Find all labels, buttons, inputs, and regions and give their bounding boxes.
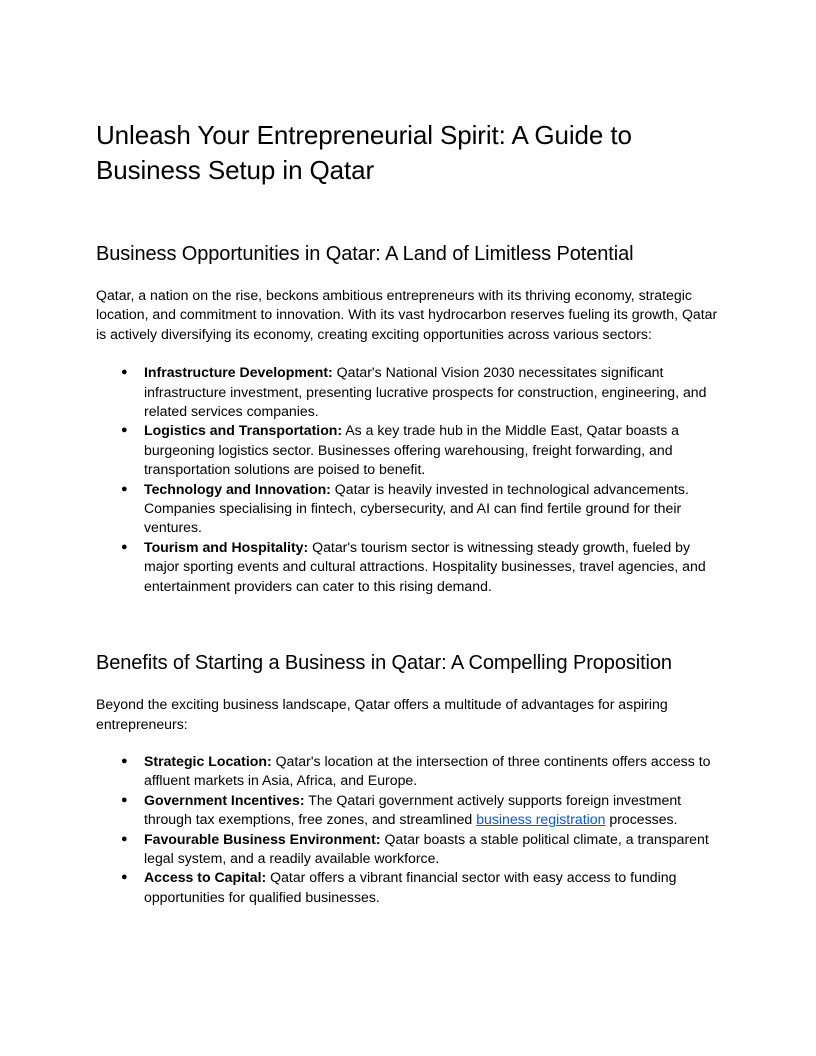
bullet-icon: ● — [121, 871, 128, 884]
section-heading-opportunities: Business Opportunities in Qatar: A Land of Limitless Potential — [96, 243, 634, 265]
bullet-icon: ● — [121, 754, 128, 767]
bullet-icon: ● — [121, 366, 128, 379]
opportunities-list — [96, 363, 726, 596]
list-item — [96, 363, 726, 421]
list-item-label: Government Incentives: — [144, 791, 305, 808]
list-item — [96, 752, 726, 791]
list-item-text: The Qatari government actively supports foreign investment through tax exemptions, free zones, and streamlined — [144, 791, 682, 828]
list-item-text: Qatar's tourism sector is witnessing steady growth, fueled by major sporting events and cultural attractions. Hospitality businesses, travel agencies, and entertainment providers can cater to this rising demand. — [144, 538, 706, 594]
list-item — [96, 868, 726, 907]
section-intro-benefits: Beyond the exciting business landscape, Qatar offers a multitude of advantages for aspiring entrepreneurs: — [96, 696, 668, 732]
bullet-icon: ● — [121, 482, 128, 495]
list-item-label: Access to Capital: — [144, 869, 267, 886]
list-item-text: Qatar offers a vibrant financial sector with easy access to funding opportunities for qualified businesses. — [144, 869, 677, 905]
bullet-icon: ● — [121, 540, 128, 553]
list-item-text: Qatar's National Vision 2030 necessitates significant infrastructure investment, presenting lucrative prospects for construction, engineering, and related services companies. — [144, 364, 707, 420]
list-item-text: processes. — [605, 811, 678, 828]
bullet-icon: ● — [121, 793, 128, 806]
section-heading-benefits: Benefits of Starting a Business in Qatar: A Compelling Proposition — [96, 652, 672, 675]
list-item — [96, 480, 726, 538]
list-item-label: Tourism and Hospitality: — [144, 538, 309, 555]
business-registration-link[interactable]: business registration — [476, 811, 606, 828]
list-item-label: Favourable Business Environment: — [144, 830, 381, 847]
section-intro-opportunities: Qatar, a nation on the rise, beckons ambitious entrepreneurs with its thriving economy, strategic location, and commitment to innovation. With its vast hydrocarbon reserves fueling its growth, Qatar is actively diversifying its economy, creating exciting opportunities across various sectors: — [96, 287, 718, 342]
list-item-label: Logistics and Transportation: — [144, 422, 343, 439]
list-item — [96, 421, 726, 479]
list-item-text: Qatar's location at the intersection of three continents offers access to affluent markets in Asia, Africa, and Europe. — [144, 752, 711, 789]
bullet-icon: ● — [121, 424, 128, 437]
list-item-text: Qatar boasts a stable political climate, a transparent legal system, and a readily available workforce. — [144, 830, 709, 866]
list-item-label: Strategic Location: — [144, 752, 272, 769]
list-item — [96, 538, 726, 596]
list-item — [96, 830, 726, 869]
list-item-label: Infrastructure Development: — [144, 364, 333, 381]
list-item-label: Technology and Innovation: — [144, 480, 331, 497]
bullet-icon: ● — [121, 832, 128, 845]
list-item — [96, 791, 726, 830]
document-page — [96, 118, 726, 907]
list-item-text: As a key trade hub in the Middle East, Qatar boasts a burgeoning logistics sector. Businesses offering warehousing, freight forwarding, and transportation solutions are poised to benefit. — [144, 422, 679, 478]
page-title: Unleash Your Entrepreneurial Spirit: A Guide to Business Setup in Qatar — [96, 120, 632, 185]
benefits-list — [96, 752, 726, 907]
list-item-text: Qatar is heavily invested in technological advancements. Companies specialising in fintech, cybersecurity, and AI can find fertile ground for their ventures. — [144, 480, 689, 536]
